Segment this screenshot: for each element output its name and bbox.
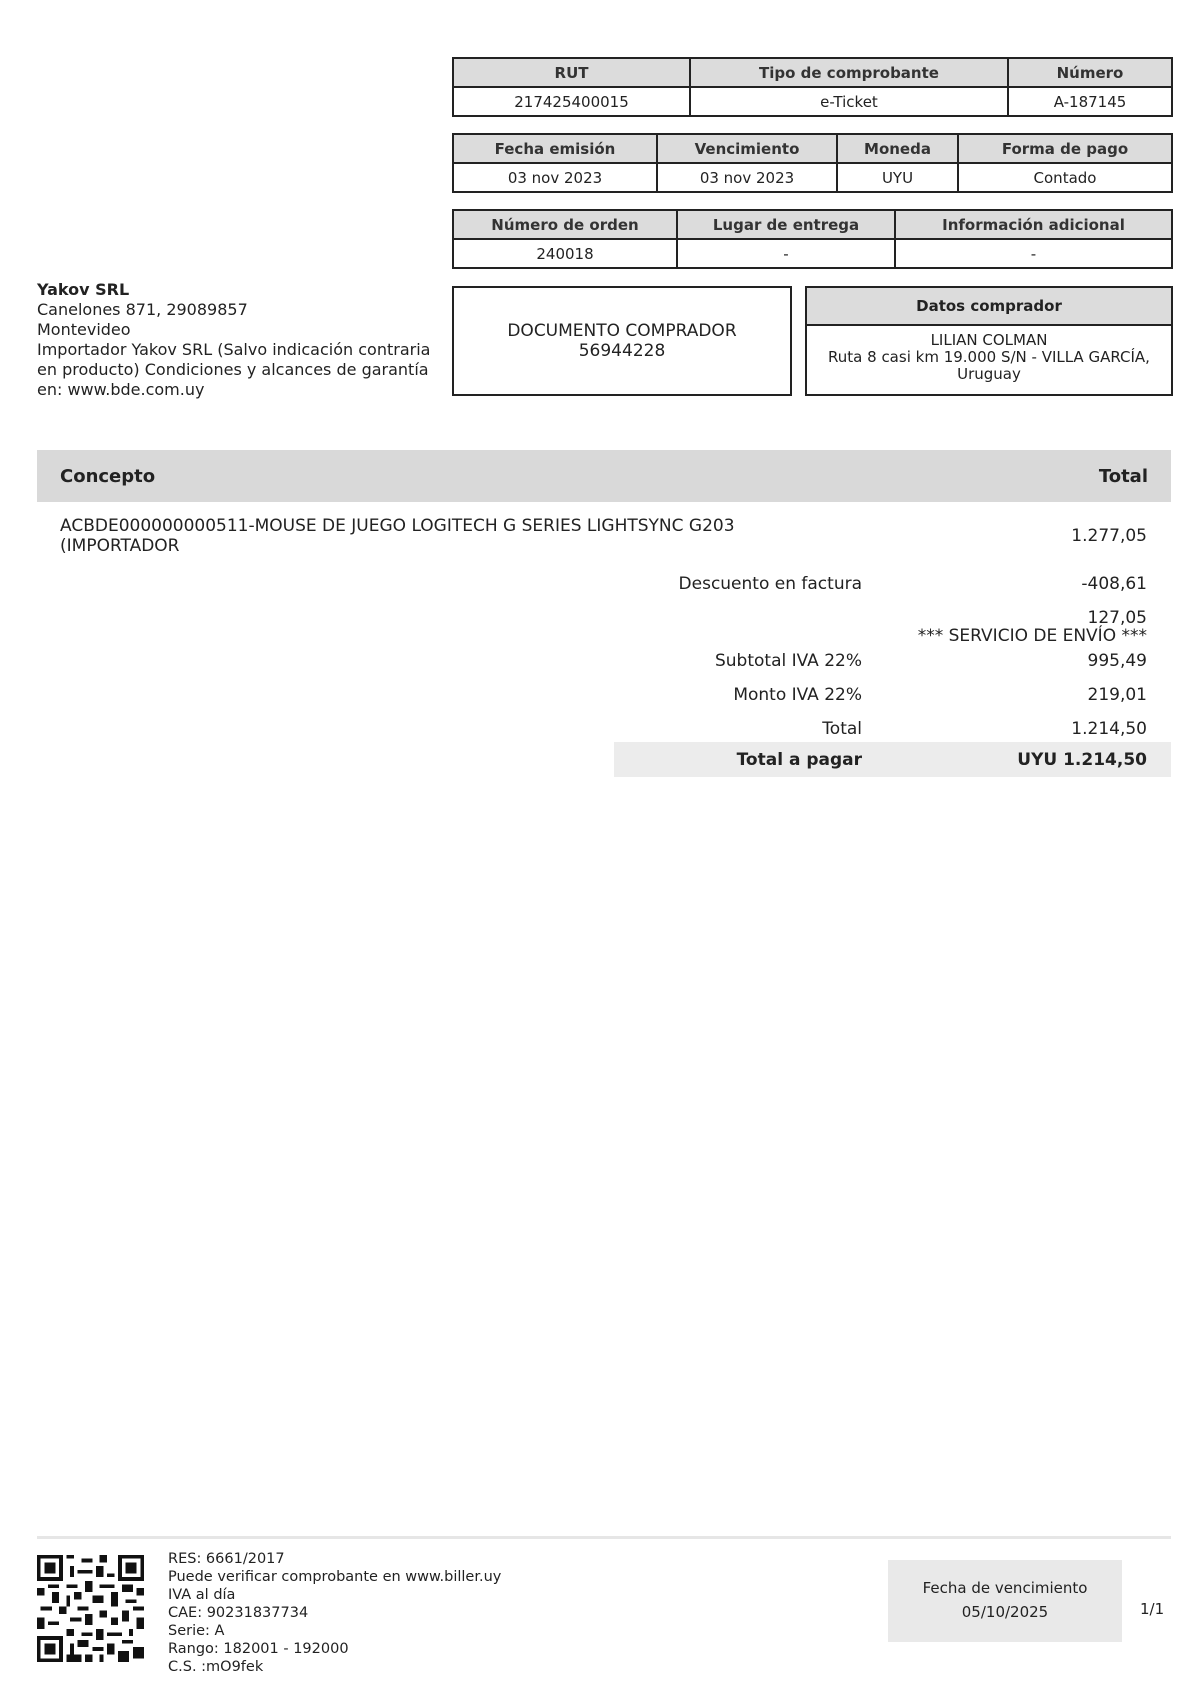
info-value: - <box>895 239 1172 268</box>
items-header <box>37 450 1171 502</box>
header-table-order <box>452 209 1173 269</box>
forma-pago-value: Contado <box>958 163 1172 192</box>
header-table-dates <box>452 133 1173 193</box>
total-label: Total <box>822 719 862 739</box>
legal-info <box>168 1550 501 1676</box>
cae-text: CAE: 90231837734 <box>168 1605 309 1621</box>
total-header: Total <box>1098 466 1148 487</box>
concept-header: Concepto <box>60 466 156 487</box>
buyer-box <box>805 286 1173 396</box>
shipping-label: *** SERVICIO DE ENVÍO *** <box>917 626 1147 646</box>
lugar-label: Lugar de entrega <box>677 210 895 239</box>
pay-label: Total a pagar <box>736 750 862 770</box>
moneda-value: UYU <box>837 163 958 192</box>
document-number: 56944228 <box>578 341 666 361</box>
seller-address: Canelones 871, 29089857 <box>37 300 248 319</box>
seller-name: Yakov SRL <box>37 280 130 299</box>
item-description: ACBDE000000000511-MOUSE DE JUEGO LOGITECH G SERIES LIGHTSYNC G203 (IMPORTADOR <box>60 516 735 556</box>
item-amount: 1.277,05 <box>1071 526 1147 546</box>
due-date-box <box>888 1560 1122 1642</box>
buyer-address: Ruta 8 casi km 19.000 S/N - VILLA GARCÍA, Uruguay <box>828 348 1150 383</box>
due-date-value: 05/10/2025 <box>961 1603 1049 1621</box>
tipo-value: e-Ticket <box>690 87 1008 116</box>
pay-value: UYU 1.214,50 <box>1017 750 1147 770</box>
cs-text: C.S. :mO9fek <box>168 1659 264 1675</box>
buyer-document-box <box>452 286 792 396</box>
info-label: Información adicional <box>895 210 1172 239</box>
iva-label: Monto IVA 22% <box>733 685 862 705</box>
iva-value: 219,01 <box>1087 685 1147 705</box>
seller-note: Importador Yakov SRL (Salvo indicación contraria en producto) Condiciones y alcances de garantía en: www.bde.com.uy <box>37 340 431 399</box>
orden-label: Número de orden <box>453 210 677 239</box>
tipo-label: Tipo de comprobante <box>690 58 1008 87</box>
shipping-amount: 127,05 <box>1087 608 1147 628</box>
discount-label: Descuento en factura <box>678 574 862 594</box>
rango-text: Rango: 182001 - 192000 <box>168 1641 349 1657</box>
orden-value: 240018 <box>453 239 677 268</box>
numero-label: Número <box>1008 58 1172 87</box>
buyer-title: Datos comprador <box>807 288 1171 326</box>
lugar-value: - <box>677 239 895 268</box>
moneda-label: Moneda <box>837 134 958 163</box>
total-value: 1.214,50 <box>1071 719 1147 739</box>
due-date-label: Fecha de vencimiento <box>922 1579 1088 1597</box>
serie-text: Serie: A <box>168 1623 225 1639</box>
rut-label: RUT <box>453 58 690 87</box>
rut-value: 217425400015 <box>453 87 690 116</box>
vencimiento-value: 03 nov 2023 <box>657 163 837 192</box>
vencimiento-label: Vencimiento <box>657 134 837 163</box>
fecha-label: Fecha emisión <box>453 134 657 163</box>
buyer-name: LILIAN COLMAN <box>930 331 1048 349</box>
verify-text: Puede verificar comprobante en www.biller.uy <box>168 1569 502 1585</box>
seller-info <box>37 280 443 400</box>
forma-pago-label: Forma de pago <box>958 134 1172 163</box>
discount-value: -408,61 <box>1081 574 1147 594</box>
header-table-ids <box>452 57 1173 117</box>
fecha-value: 03 nov 2023 <box>453 163 657 192</box>
footer-divider <box>37 1536 1171 1539</box>
res-text: RES: 6661/2017 <box>168 1551 285 1567</box>
subtotal-label: Subtotal IVA 22% <box>714 651 862 671</box>
subtotal-value: 995,49 <box>1087 651 1147 671</box>
seller-city: Montevideo <box>37 320 131 339</box>
numero-value: A-187145 <box>1008 87 1172 116</box>
iva-status-text: IVA al día <box>168 1587 236 1603</box>
page-number: 1/1 <box>1140 1600 1165 1618</box>
qr-code-icon <box>37 1555 144 1662</box>
document-label: DOCUMENTO COMPRADOR <box>507 321 737 341</box>
